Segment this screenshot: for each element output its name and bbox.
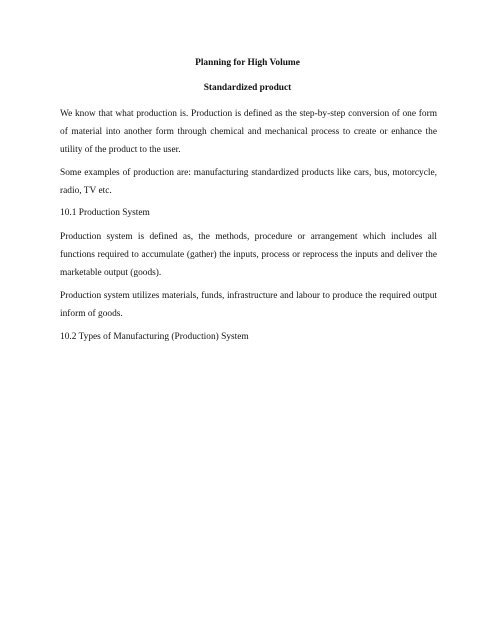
document-title: Planning for High Volume [195,58,300,68]
paragraph-production-examples: Some examples of production are: manufacturing standardized products like cars, bus, motorcycle, radio, TV etc. [60,168,437,196]
section-heading-production-system: 10.1 Production System [60,208,150,218]
section-heading-manufacturing-types: 10.2 Types of Manufacturing (Production) System [60,332,249,342]
paragraph-production-system-definition: Production system is defined as, the methods, procedure or arrangement which includes all functions required to accumulate (gather) the inputs, process or reprocess the inputs and deliver the marketable output (goods). [60,232,437,278]
document-subtitle: Standardized product [203,83,292,93]
paragraph-production-system-utilizes: Production system utilizes materials, funds, infrastructure and labour to produce the required output inform of goods. [60,291,437,319]
paragraph-production-definition: We know that what production is. Production is defined as the step-by-step conversion of one form of material into another form through chemical and mechanical process to create or enhance the utility of the product to the user. [60,109,437,155]
